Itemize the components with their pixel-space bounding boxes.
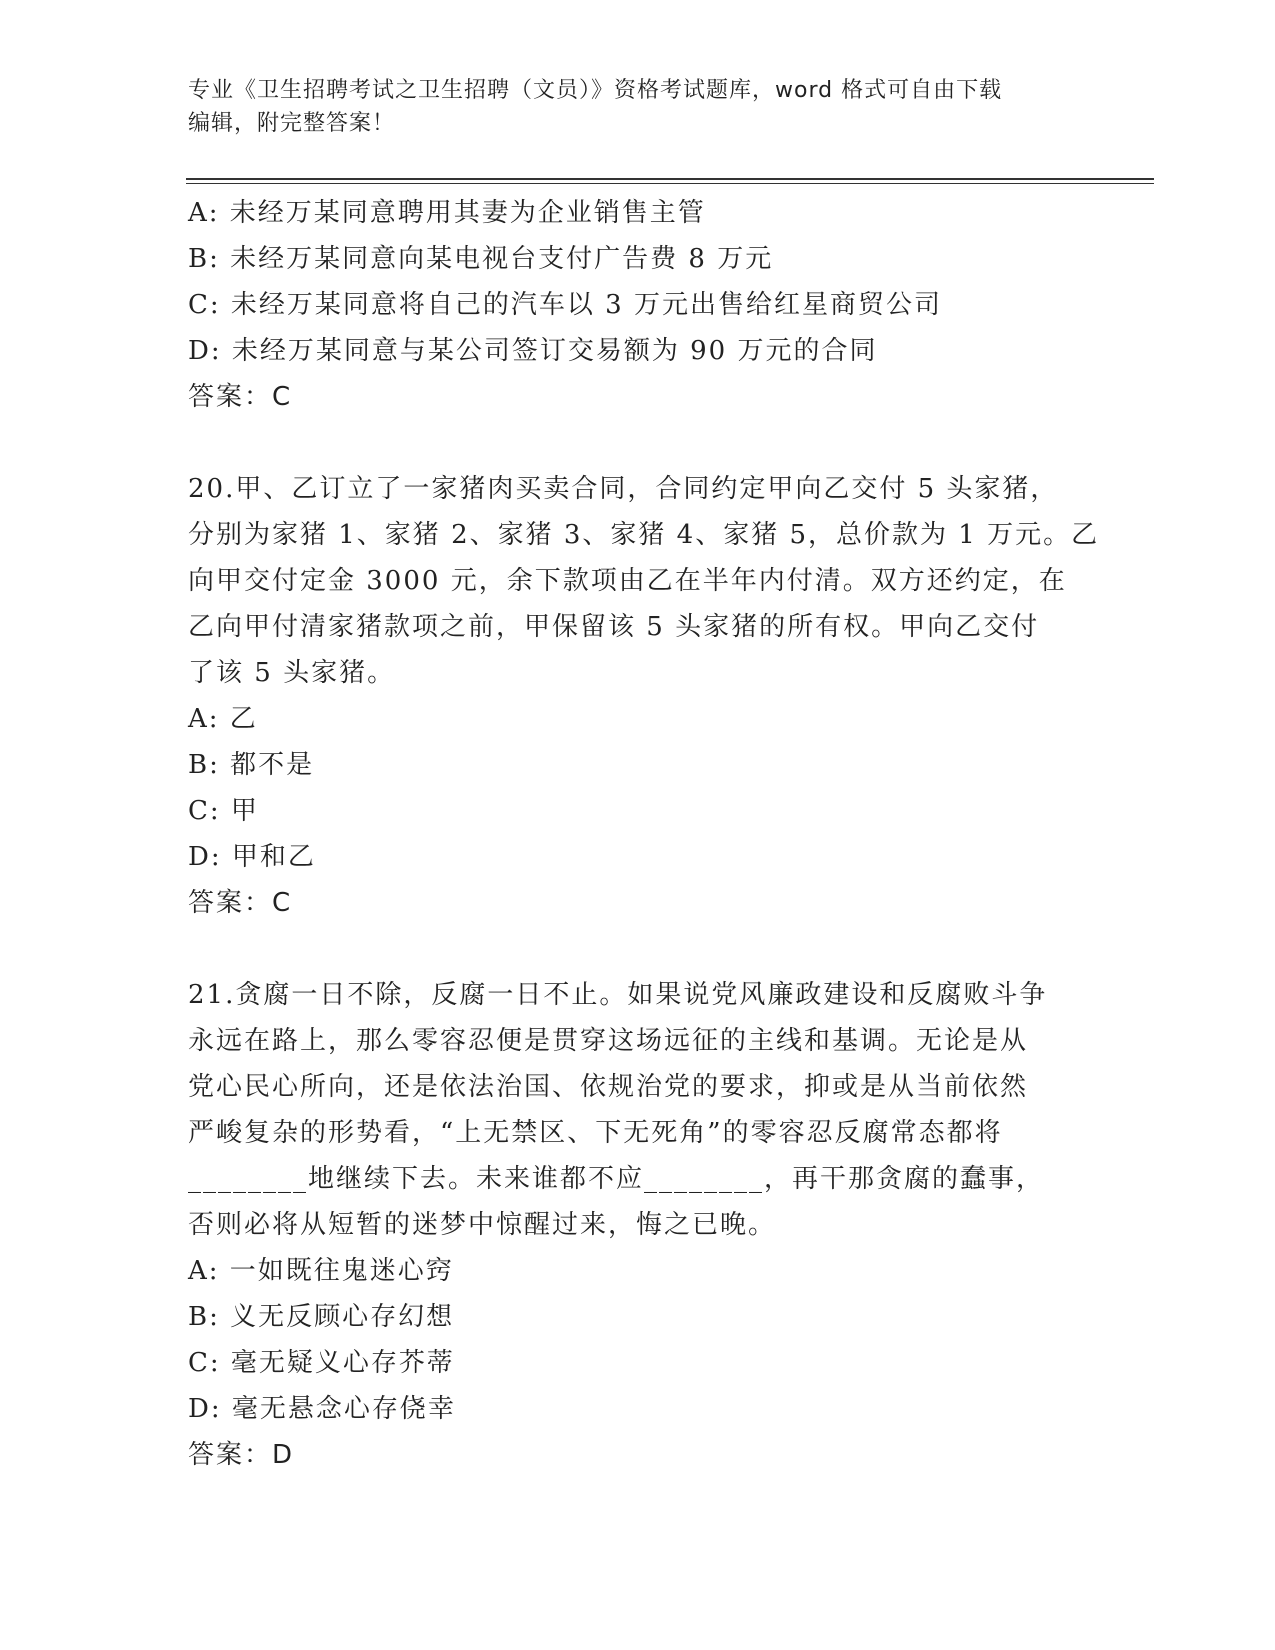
question-text-line: 了该 5 头家猪。 (188, 658, 396, 688)
option-d: D: 未经万某同意与某公司签订交易额为 90 万元的合同 (188, 336, 878, 366)
question-text-line: 乙向甲付清家猪款项之前，甲保留该 5 头家猪的所有权。甲向乙交付 (188, 612, 1040, 642)
header-divider-thick (186, 178, 1154, 180)
option-a: A: 一如既往鬼迷心窍 (188, 1256, 454, 1286)
spacer (188, 420, 1088, 466)
question-text-line: 分别为家猪 1、家猪 2、家猪 3、家猪 4、家猪 5，总价款为 1 万元。乙 (188, 520, 1100, 550)
question-list (188, 190, 1100, 1478)
question-text-line: 党心民心所向，还是依法治国、依规治党的要求，抑或是从当前依然 (188, 1072, 1029, 1102)
question-20 (188, 466, 1100, 926)
question-text-line: 21.贪腐一日不除，反腐一日不止。如果说党风廉政建设和反腐败斗争 (188, 980, 1048, 1010)
header-line-1: 专业《卫生招聘考试之卫生招聘（文员）》资格考试题库，word 格式可自由下载 (188, 78, 1003, 103)
option-b: B: 都不是 (188, 750, 315, 780)
question-text-line: 否则必将从短暂的迷梦中惊醒过来，悔之已晚。 (188, 1210, 777, 1240)
question-text-line: 20.甲、乙订立了一家猪肉买卖合同，合同约定甲向乙交付 5 头家猪， (188, 474, 1059, 504)
document-header (188, 74, 1088, 140)
option-a: A: 乙 (188, 704, 258, 734)
option-c: C: 毫无疑义心存芥蒂 (188, 1348, 455, 1378)
question-21 (188, 972, 1088, 1478)
question-text-line: 向甲交付定金 3000 元，余下款项由乙在半年内付清。双方还约定，在 (188, 566, 1067, 596)
question-text-line: ________地继续下去。未来谁都不应________，再干那贪腐的蠢事， (188, 1164, 1045, 1194)
answer-line: 答案：C (188, 382, 293, 412)
answer-line: 答案：D (188, 1440, 295, 1470)
question-text-line: 永远在路上，那么零容忍便是贯穿这场远征的主线和基调。无论是从 (188, 1026, 1029, 1056)
option-c: C: 甲 (188, 796, 259, 826)
question-19 (188, 190, 1088, 420)
option-d: D: 毫无悬念心存侥幸 (188, 1394, 456, 1424)
spacer (188, 926, 1088, 972)
option-b: B: 义无反顾心存幻想 (188, 1302, 455, 1332)
answer-line: 答案：C (188, 888, 293, 918)
option-b: B: 未经万某同意向某电视台支付广告费 8 万元 (188, 244, 774, 274)
option-a: A: 未经万某同意聘用其妻为企业销售主管 (188, 198, 706, 228)
header-divider-thin (186, 183, 1154, 184)
option-d: D: 甲和乙 (188, 842, 316, 872)
question-text-line: 严峻复杂的形势看，“上无禁区、下无死角”的零容忍反腐常态都将 (188, 1118, 1003, 1148)
option-c: C: 未经万某同意将自己的汽车以 3 万元出售给红星商贸公司 (188, 290, 942, 320)
header-line-2: 编辑，附完整答案！ (188, 111, 396, 136)
